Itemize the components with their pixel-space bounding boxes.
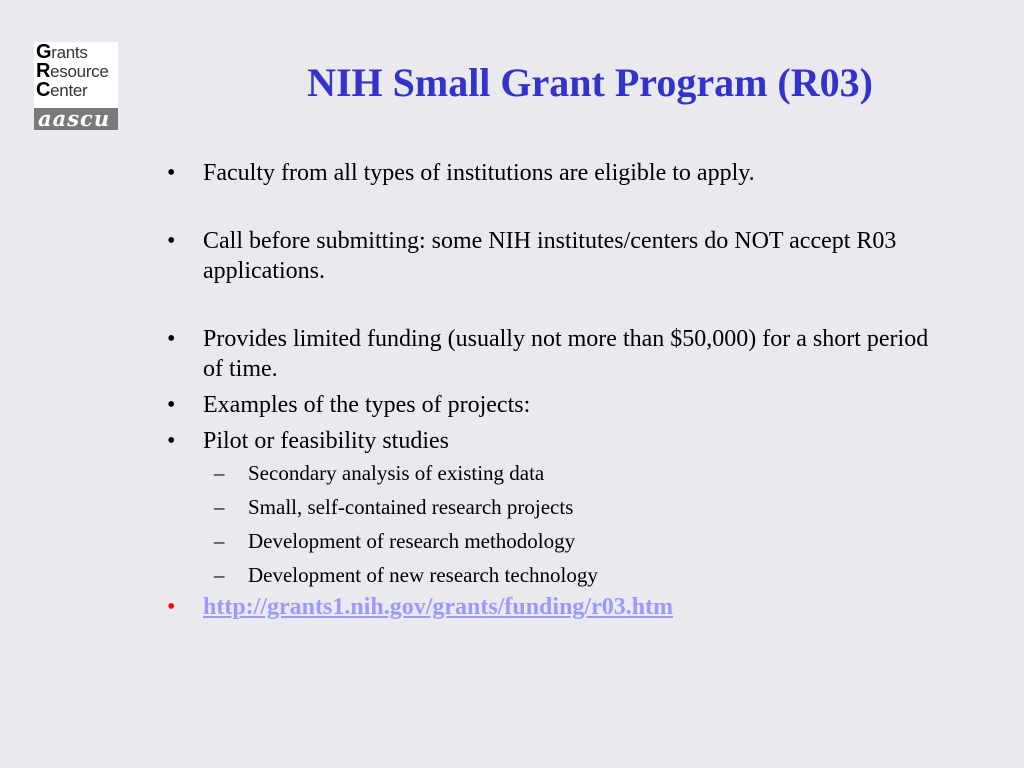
bullet-item — [162, 226, 952, 286]
bullet-marker: • — [167, 392, 176, 418]
logo-line-resource — [36, 60, 109, 82]
sub-bullet-item — [162, 558, 952, 592]
bullet-text: Call before submitting: some NIH institutes/centers do NOT accept R03 applications. — [203, 228, 897, 284]
sub-bullet-marker: – — [214, 461, 225, 485]
slide-body — [162, 158, 952, 622]
bullet-marker: • — [167, 326, 176, 352]
bullet-marker: • — [167, 160, 176, 186]
r03-funding-link[interactable]: http://grants1.nih.gov/grants/funding/r03.htm — [203, 594, 674, 620]
slide-title: NIH Small Grant Program (R03) — [307, 60, 873, 105]
logo-initial-g: G — [36, 41, 52, 63]
bullet-item-link — [162, 592, 952, 622]
sub-bullet-text: Small, self-contained research projects — [248, 495, 574, 519]
logo-initial-r: R — [36, 60, 51, 82]
bullet-text: Faculty from all types of institutions are eligible to apply. — [203, 160, 755, 186]
sub-bullet-text: Secondary analysis of existing data — [248, 461, 545, 485]
sub-bullet-item — [162, 456, 952, 490]
bullet-marker: • — [167, 594, 176, 620]
grants-resource-center-logo — [34, 42, 118, 130]
bullet-item — [162, 426, 952, 456]
bullet-item — [162, 390, 952, 420]
bullet-marker: • — [167, 228, 176, 254]
logo-aascu-band — [34, 108, 118, 130]
sub-bullet-item — [162, 490, 952, 524]
bullet-text: Pilot or feasibility studies — [203, 428, 449, 454]
bullet-item — [162, 324, 952, 384]
logo-text-rants: rants — [51, 43, 88, 62]
logo-initial-c: C — [36, 79, 51, 101]
bullet-item — [162, 158, 952, 188]
sub-bullet-marker: – — [214, 529, 225, 553]
sub-bullet-marker: – — [214, 495, 225, 519]
logo-text-esource: esource — [50, 62, 109, 81]
bullet-text: Examples of the types of projects: — [203, 392, 531, 418]
bullet-marker: • — [167, 428, 176, 454]
sub-bullet-text: Development of research methodology — [248, 529, 576, 553]
sub-bullet-item — [162, 524, 952, 558]
logo-text-enter: enter — [50, 81, 88, 100]
logo-line-grants — [36, 41, 88, 63]
bullet-text: Provides limited funding (usually not more than $50,000) for a short period of time. — [203, 326, 929, 382]
logo-line-center — [36, 79, 88, 101]
logo-aascu-text: aascu — [38, 106, 111, 131]
sub-bullet-marker: – — [214, 563, 225, 587]
sub-bullet-text: Development of new research technology — [248, 563, 598, 587]
